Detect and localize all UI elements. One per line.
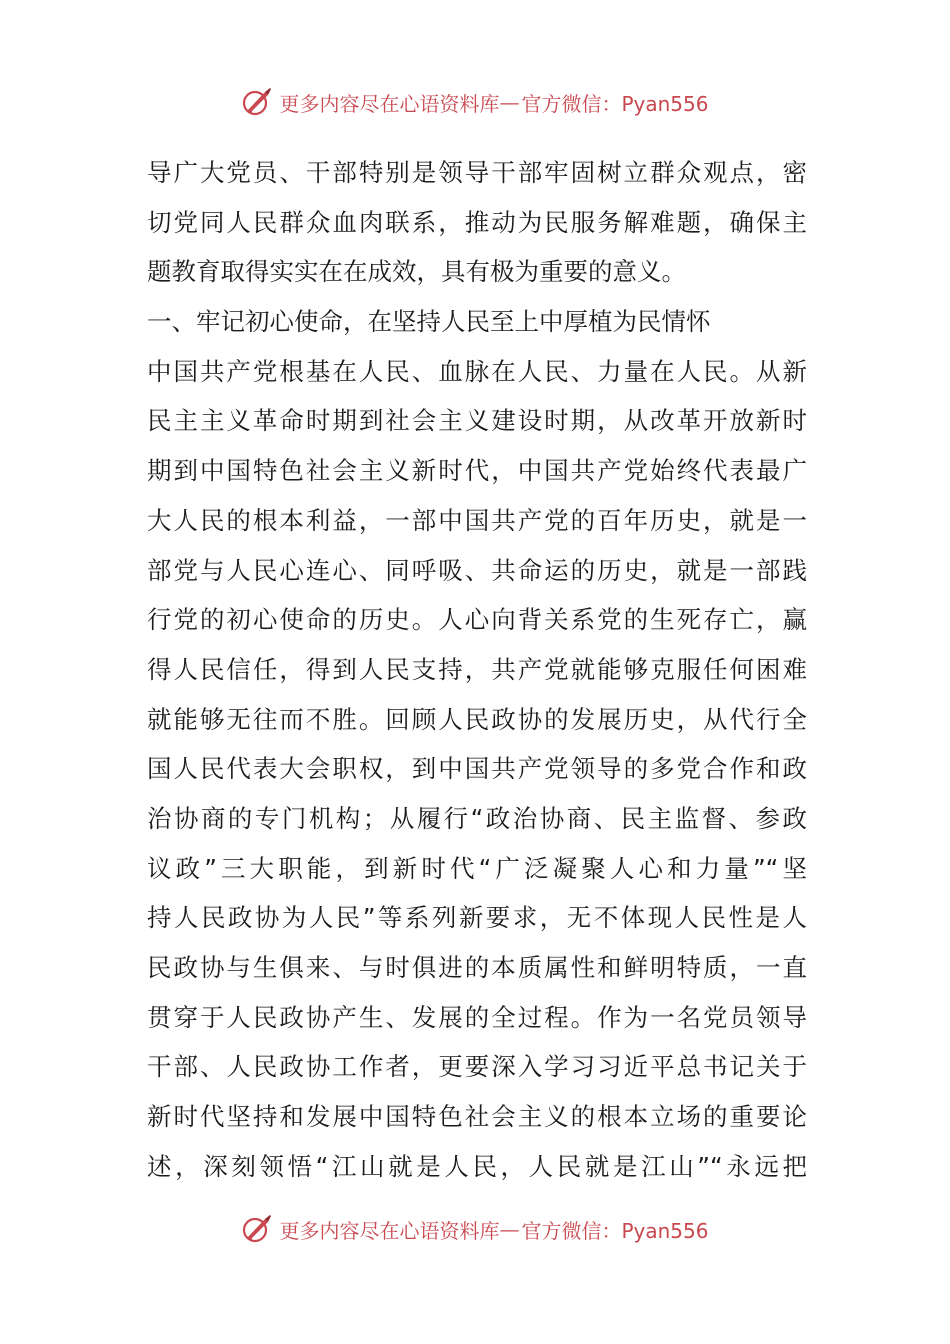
body-line: 贯穿于人民政协产生、发展的全过程。作为一名党员领导 (147, 1002, 807, 1032)
body-line: 国人民代表大会职权，到中国共产党领导的多党合作和政 (147, 754, 807, 784)
section-heading: 一、牢记初心使命，在坚持人民至上中厚植为民情怀 (147, 307, 711, 337)
body-line: 题教育取得实实在在成效，具有极为重要的意义。 (147, 257, 686, 287)
body-line: 民政协与生俱来、与时俱进的本质属性和鲜明特质，一直 (147, 953, 807, 982)
body-line: 导广大党员、干部特别是领导干部牢固树立群众观点，密 (147, 158, 807, 187)
body-line: 得人民信任，得到人民支持，共产党就能够克服任何困难 (147, 654, 807, 684)
footer-dash: — (499, 1217, 520, 1241)
document-body (147, 148, 807, 1191)
header-brand-text: 更多内容尽在心语资料库 (279, 91, 500, 116)
body-line: 述，深刻领悟“江山就是人民，人民就是江山”“永远把 (147, 1151, 807, 1181)
body-line: 就能够无往而不胜。回顾人民政协的发展历史，从代行全 (147, 704, 807, 734)
body-line: 议政”三大职能，到新时代“广泛凝聚人心和力量”“坚 (147, 853, 807, 883)
footer-brand-text: 更多内容尽在心语资料库 (279, 1218, 500, 1243)
header-wechat-text: 官方微信：Pyan556 (521, 91, 709, 116)
body-line: 干部、人民政协工作者，更要深入学习习近平总书记关于 (147, 1052, 807, 1082)
brush-logo-icon (241, 86, 273, 118)
body-line: 大人民的根本利益，一部中国共产党的百年历史，就是一 (147, 505, 807, 535)
body-line: 切党同人民群众血肉联系，推动为民服务解难题，确保主 (147, 207, 807, 237)
body-line: 民主主义革命时期到社会主义建设时期，从改革开放新时 (147, 406, 807, 436)
footer-wechat-text: 官方微信：Pyan556 (521, 1218, 709, 1243)
brush-logo-icon (241, 1213, 273, 1245)
body-line: 治协商的专门机构；从履行“政治协商、民主监督、参政 (147, 803, 807, 833)
body-line: 行党的初心使命的历史。人心向背关系党的生死存亡，赢 (147, 605, 807, 635)
header-dash: — (499, 90, 520, 114)
body-line: 部党与人民心连心、同呼吸、共命运的历史，就是一部践 (147, 555, 807, 585)
body-line: 新时代坚持和发展中国特色社会主义的根本立场的重要论 (147, 1102, 807, 1132)
body-line: 中国共产党根基在人民、血脉在人民、力量在人民。从新 (147, 356, 807, 386)
body-line: 持人民政协为人民”等系列新要求，无不体现人民性是人 (147, 903, 807, 933)
footer-banner (0, 1209, 950, 1249)
body-line: 期到中国特色社会主义新时代，中国共产党始终代表最广 (147, 456, 807, 486)
header-banner (0, 82, 950, 122)
